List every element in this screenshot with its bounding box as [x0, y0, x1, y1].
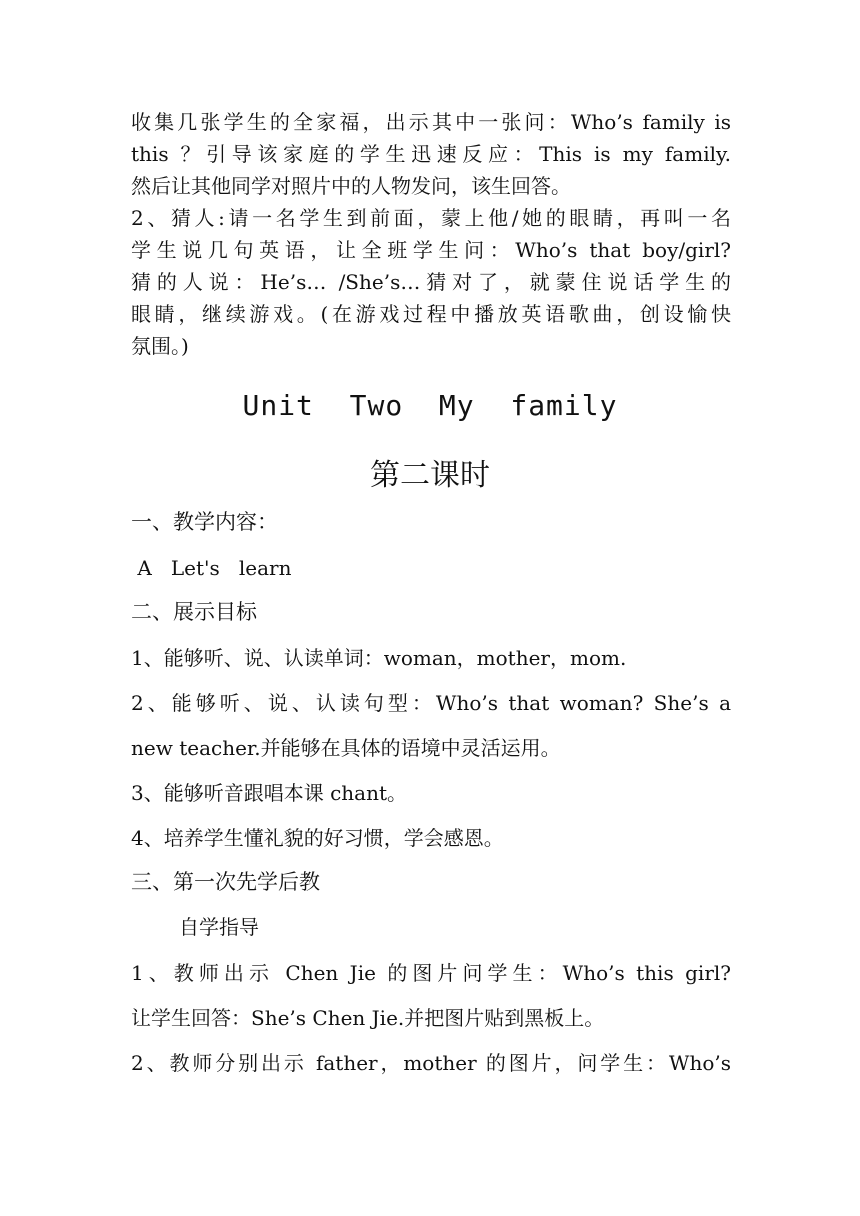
section-1-content: A Let's learn [131, 556, 292, 580]
instruction-item-2: 2、教师分别出示 father，mother 的图片，问学生：Who’s [131, 1051, 731, 1075]
objective-item-2-cont: new teacher.并能够在具体的语境中灵活运用。 [131, 736, 561, 760]
instruction-item-1-cont: 让学生回答：She’s Chen Jie.并把图片贴到黑板上。 [131, 1006, 605, 1030]
objective-item-3: 3、能够听音跟唱本课 chant。 [131, 781, 408, 805]
unit-title: Unit Two My family [242, 389, 618, 422]
intro-line-7: 眼睛，继续游戏。(在游戏过程中播放英语歌曲，创设愉快 [131, 302, 731, 326]
intro-line-4: 2、猜人:请一名学生到前面，蒙上他/她的眼睛，再叫一名 [131, 206, 731, 230]
section-2-heading: 二、展示目标 [131, 600, 257, 624]
instruction-item-1: 1、教师出示 Chen Jie 的图片问学生：Who’s this girl? [131, 961, 731, 985]
objective-item-2: 2、能够听、说、认读句型：Who’s that woman? She’s a [131, 691, 731, 715]
objective-item-4: 4、培养学生懂礼貌的好习惯，学会感恩。 [131, 826, 504, 850]
intro-line-2: this ？引导该家庭的学生迅速反应：This is my family. [131, 142, 731, 166]
intro-line-3: 然后让其他同学对照片中的人物发问，该生回答。 [131, 174, 571, 198]
objective-item-1: 1、能够听、说、认读单词：woman，mother，mom. [131, 646, 627, 670]
section-3-subheading: 自学指导 [179, 915, 259, 939]
section-1-heading: 一、教学内容： [131, 510, 278, 534]
section-3-heading: 三、第一次先学后教 [131, 870, 320, 894]
intro-line-6: 猜的人说：He’s… /She’s…猜对了，就蒙住说话学生的 [131, 270, 731, 294]
intro-line-8: 氛围。) [131, 334, 189, 358]
intro-line-5: 学生说几句英语，让全班学生问：Who’s that boy/girl? [131, 238, 731, 262]
lesson-title: 第二课时 [370, 458, 490, 493]
intro-line-1: 收集几张学生的全家福，出示其中一张问：Who’s family is [131, 110, 731, 134]
